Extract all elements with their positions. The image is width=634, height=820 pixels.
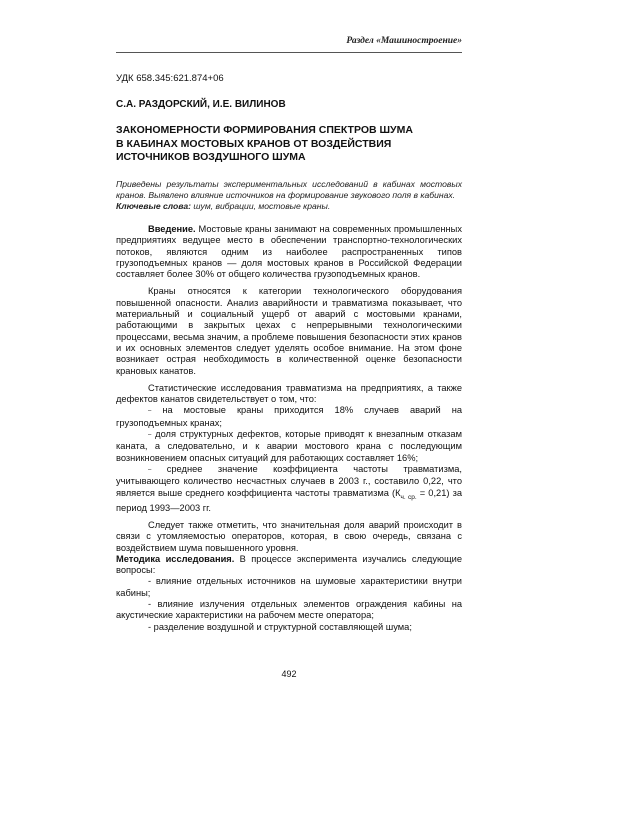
intro-paragraph-4: Следует также отметить, что значительная доля аварий происходит в связи с утомляемостью операторов, которая, в свою очередь, связана с воздействием шума повышенного уровня. xyxy=(116,519,462,553)
title-line-2: В КАБИНАХ МОСТОВЫХ КРАНОВ ОТ ВОЗДЕЙСТВИЯ xyxy=(116,137,392,150)
bullet-2 xyxy=(116,429,462,464)
method-paragraph xyxy=(116,554,462,577)
intro-paragraph-2: Краны относятся к категории технологического оборудования повышенной опасности. Анализ аварийности и травматизма показывает, что материальный и социальный ущерб от аварий с мостовыми кранами, работающими в закрытых цехах с непрерывными технологическими процессами, весьма значим, а проблеме повышения безопасности этих кранов и их основных элементов следует уделять особое внимание. На этом фоне возникает острая необходимость в количественной оценке безопасности крановых канатов. xyxy=(116,286,462,376)
title-line-1: ЗАКОНОМЕРНОСТИ ФОРМИРОВАНИЯ СПЕКТРОВ ШУМА xyxy=(116,124,413,136)
bullet-3 xyxy=(116,464,462,514)
dash-2: – xyxy=(148,432,152,439)
bullet-3-text: среднее значение коэффициента частоты травматизма, учитывающего количество несчастных случаев в 2003 г., составило 0,22, что является выше среднего коэффициента частоты травматизма (К xyxy=(116,463,462,498)
header-rule xyxy=(116,52,462,53)
intro-paragraph-1 xyxy=(116,224,462,280)
abstract xyxy=(116,179,462,213)
method-text: В процессе эксперимента изучались следующие вопросы: xyxy=(116,553,462,576)
intro-text-1: Мостовые краны занимают на современных промышленных предприятиях ведущее место в обеспечении транспортно-технологических потоков, являются одним из наиболее распространенных типов грузоподъемных кранов — доля мостовых кранов в Российской Федерации составляет более 30% от общего количества грузоподъемных кранов. xyxy=(116,224,462,280)
bullet-1-text: на мостовые краны приходится 18% случаев аварий на грузоподъемных кранах; xyxy=(116,405,462,428)
method-item-1: - влияние отдельных источников на шумовые характеристики внутри кабины; xyxy=(116,576,462,598)
method-item-3: - разделение воздушной и структурной составляющей шума; xyxy=(148,621,412,632)
article-title xyxy=(116,124,462,165)
method-label: Методика исследования. xyxy=(116,553,235,564)
dash-3: – xyxy=(148,466,152,473)
abstract-text: Приведены результаты экспериментальных исследований в кабинах мостовых кранов. Выявлено влияние источников на формирование звукового поля в кабинах. xyxy=(116,179,462,201)
authors: С.А. РАЗДОРСКИЙ, И.Е. ВИЛИНОВ xyxy=(116,99,286,110)
bullet-3-end: = 0,21) за период 1993—2003 гг. xyxy=(116,487,463,513)
coef-subscript: ч. ср. xyxy=(400,493,417,501)
keywords: шум, вибрации, мостовые краны. xyxy=(191,201,331,212)
section-header: Раздел «Машиностроение» xyxy=(346,36,462,46)
keywords-label: Ключевые слова: xyxy=(116,201,191,212)
intro-label: Введение. xyxy=(148,224,196,234)
title-line-3: ИСТОЧНИКОВ ВОЗДУШНОГО ШУМА xyxy=(116,151,306,163)
intro-paragraph-3: Статистические исследования травматизма на предприятиях, а также дефектов канатов свидетельствует о том, что: xyxy=(116,382,462,405)
page-number: 492 xyxy=(281,669,297,679)
bullet-2-text: доля структурных дефектов, которые приводят к внезапным отказам каната, а следовательно, и к аварии мостового крана с последующим возникновением опасных ситуаций для работающих составляет 16%; xyxy=(116,429,462,463)
bullet-1 xyxy=(116,405,462,429)
dash-1: – xyxy=(148,408,152,415)
method-item-2: - влияние излучения отдельных элементов ограждения кабины на акустические характеристики на рабочем месте оператора; xyxy=(116,599,462,621)
udc-code: УДК 658.345:621.874+06 xyxy=(116,73,224,84)
article-body xyxy=(116,224,462,633)
